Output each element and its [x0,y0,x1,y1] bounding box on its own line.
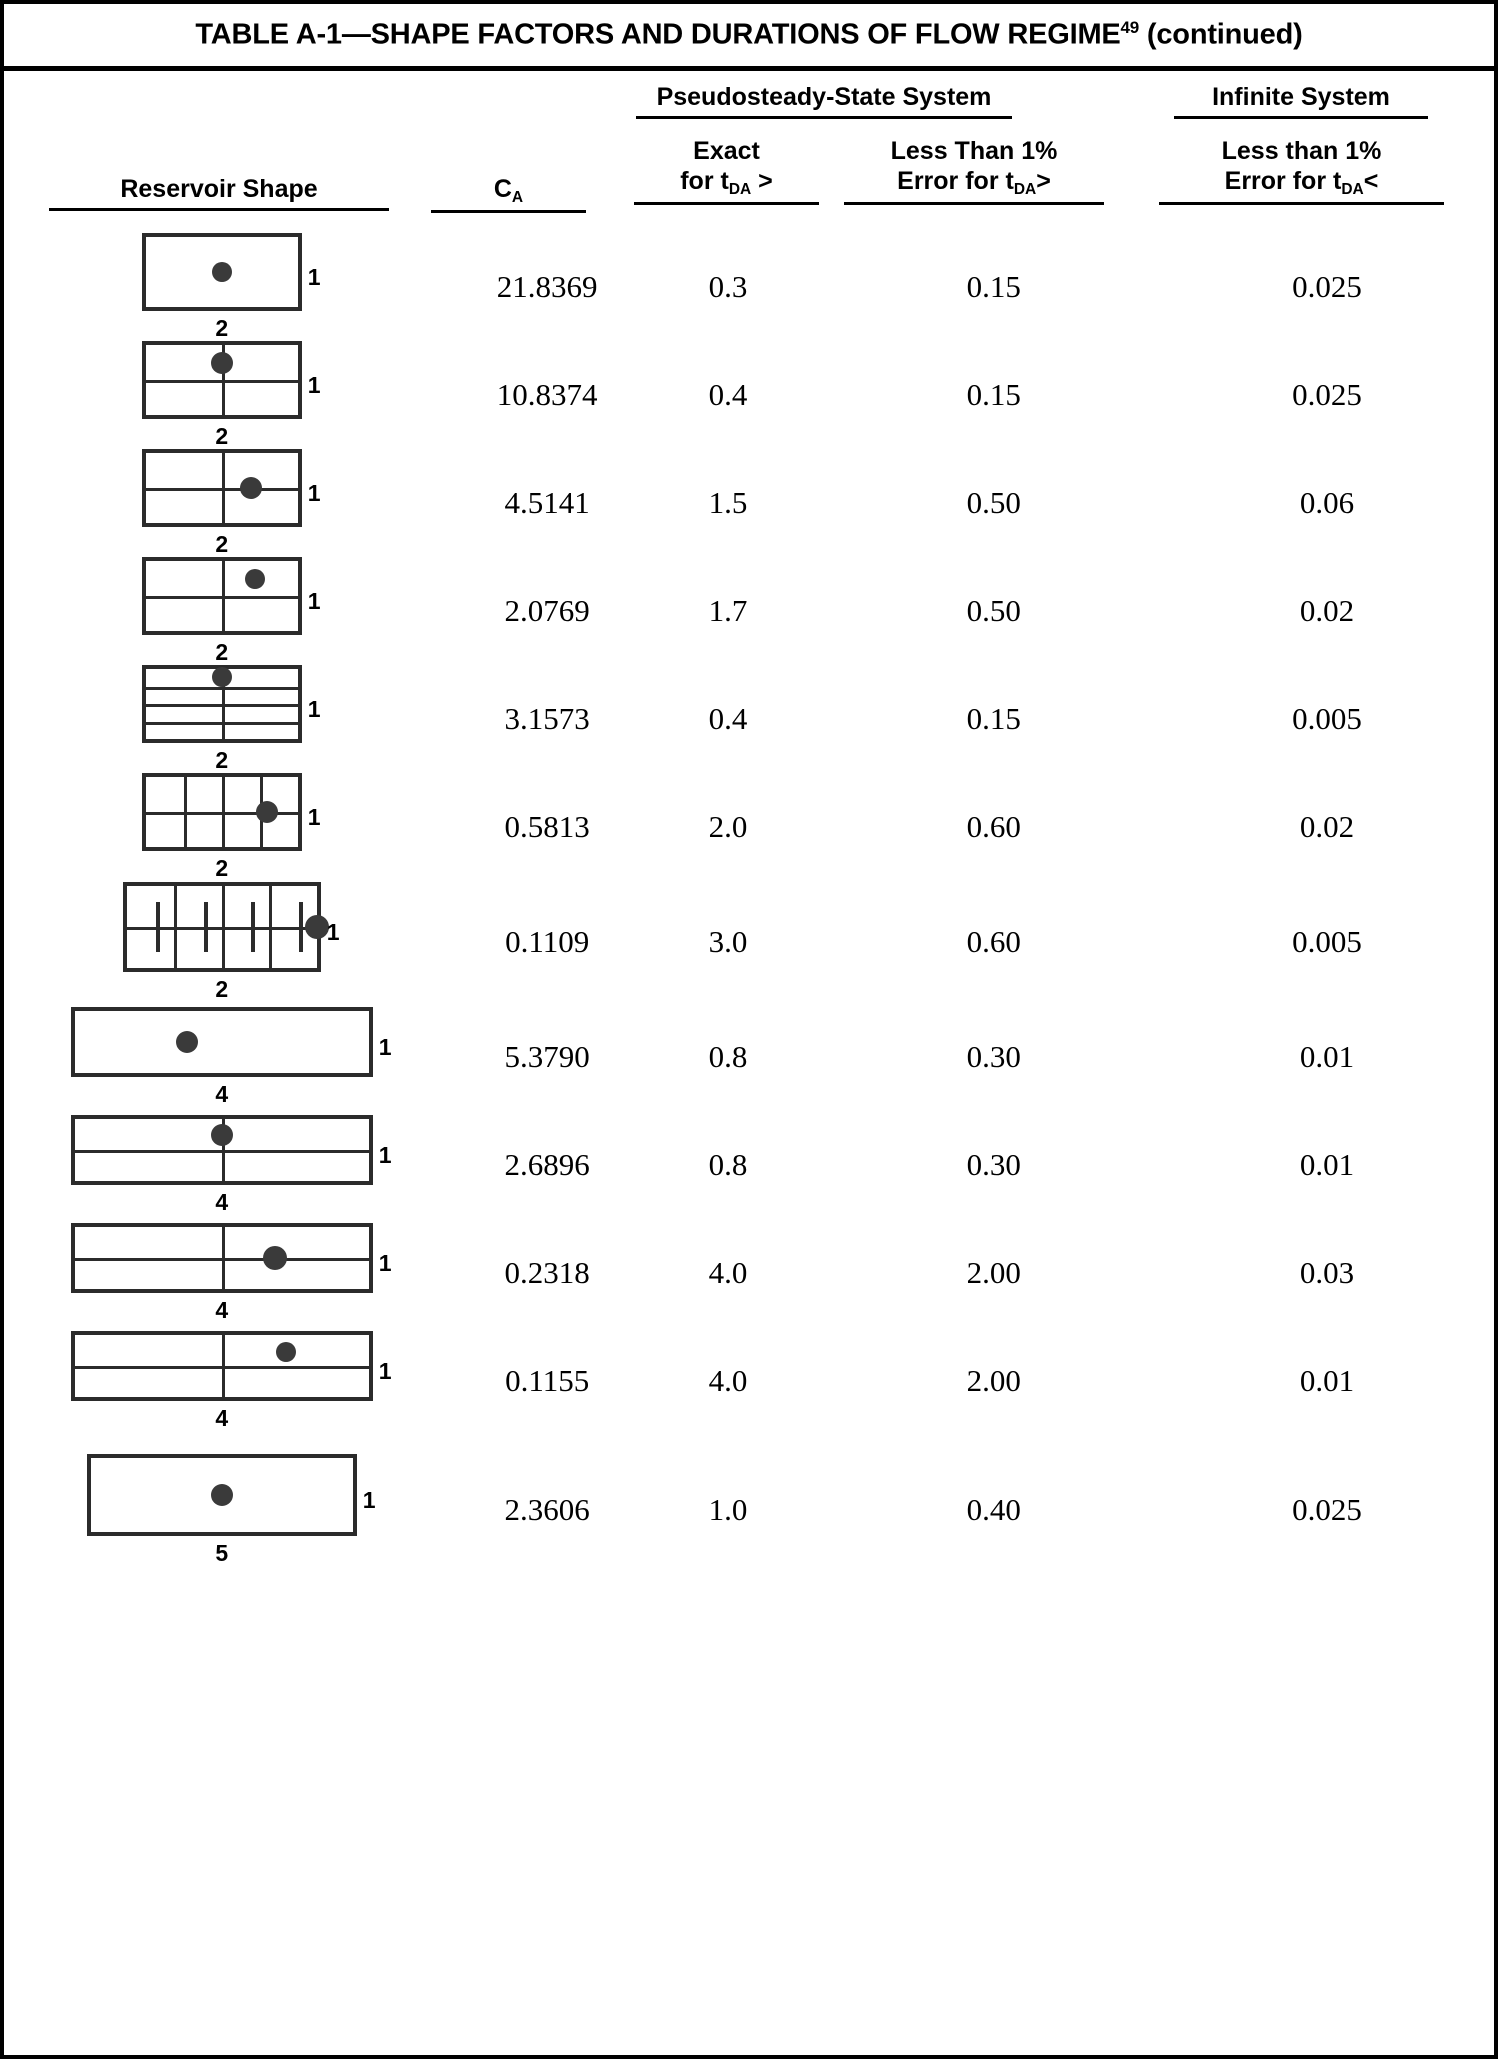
cell-reservoir-shape [4,449,466,557]
cell-reservoir-shape [4,665,466,773]
well-tick-mark [204,902,208,953]
reservoir-shape-diagram [87,1454,383,1566]
reservoir-shape-diagram [142,341,328,449]
cell-infinite: 0.005 [1292,701,1362,736]
cell-infinite: 0.025 [1292,377,1362,412]
column-header-ca-rule [431,210,586,213]
shape-cell-inner [4,341,466,449]
well-marker [211,1124,233,1146]
well-marker [212,667,232,687]
cell-exact: 3.0 [708,924,748,959]
cell-reservoir-shape [4,1327,466,1435]
reservoir-rectangle [71,1115,373,1185]
cell-ca: 5.3790 [504,1039,590,1074]
shape-height-label: 1 [362,1487,376,1513]
cell-exact: 1.0 [708,1492,748,1527]
cell-infinite: 0.005 [1292,924,1362,959]
table-row [4,881,1494,1003]
cell-infinite: 0.06 [1299,485,1355,520]
reservoir-rectangle [142,557,302,635]
cell-less-than-1pct: 0.15 [966,377,1021,412]
cell-infinite: 0.025 [1292,1492,1362,1527]
column-header-exact-line2 [634,167,819,199]
column-header-exact-line1: Exact [693,137,760,165]
group-header-pseudosteady-label: Pseudosteady-State System [656,83,992,111]
column-header-less1-rule [844,202,1104,205]
table-row [4,1219,1494,1327]
group-header-infinite-rule [1174,116,1428,119]
cell-exact: 0.4 [708,377,748,412]
shape-cell-inner [4,882,466,1002]
grid-horizontal-line [75,1150,369,1153]
cell-reservoir-shape [4,233,466,341]
column-header-ca-label [431,175,586,207]
reservoir-rectangle [71,1331,373,1401]
cell-reservoir-shape [4,1003,466,1111]
shape-cell-inner [4,1115,466,1215]
table-row [4,557,1494,665]
cell-less-than-1pct: 0.60 [966,809,1021,844]
cell-reservoir-shape [4,881,466,1003]
cell-exact: 0.8 [708,1039,748,1074]
less1-prefix: Error for t [897,166,1014,195]
shape-cell-inner [4,1007,466,1107]
ca-subscript: A [511,188,524,206]
cell-exact: 4.0 [708,1363,748,1398]
well-marker [245,569,265,589]
shape-width-label: 5 [215,1540,229,1566]
reservoir-shape-diagram [142,557,328,665]
well-tick-mark [299,902,303,953]
cell-less-than-1pct: 0.15 [966,701,1021,736]
cell-less-than-1pct: 2.00 [966,1363,1021,1398]
cell-ca: 2.6896 [504,1147,590,1182]
well-marker [176,1031,198,1053]
cell-ca: 0.5813 [504,809,590,844]
grid-horizontal-line [146,704,298,707]
grid-horizontal-line [146,596,298,599]
cell-ca: 4.5141 [504,485,590,520]
table-row [4,341,1494,449]
cell-less-than-1pct: 0.50 [966,593,1021,628]
cell-ca: 3.1573 [504,701,590,736]
cell-infinite: 0.03 [1299,1255,1355,1290]
well-marker [211,352,233,374]
cell-ca: 2.0769 [504,593,590,628]
shape-cell-inner [4,449,466,557]
grid-horizontal-line [75,1258,369,1261]
shape-height-label: 1 [307,588,321,614]
group-header-infinite [1174,83,1428,119]
cell-exact: 4.0 [708,1255,748,1290]
cell-infinite: 0.01 [1299,1147,1355,1182]
shape-cell-inner [4,665,466,773]
cell-reservoir-shape [4,557,466,665]
cell-less-than-1pct: 0.40 [966,1492,1021,1527]
cell-less-than-1pct: 2.00 [966,1255,1021,1290]
column-header-exact [634,137,819,205]
shape-height-label: 1 [326,919,340,945]
cell-infinite: 0.02 [1299,809,1355,844]
shape-width-label: 2 [215,315,229,341]
shape-height-label: 1 [307,804,321,830]
reservoir-shape-diagram [142,665,328,773]
reservoir-rectangle [71,1223,373,1293]
cell-reservoir-shape [4,341,466,449]
shape-width-label: 4 [215,1297,229,1323]
cell-exact: 0.4 [708,701,748,736]
column-header-inf-line2 [1159,167,1444,199]
shape-width-label: 2 [215,531,229,557]
cell-ca: 21.8369 [496,269,598,304]
title-superscript: 49 [1120,18,1140,38]
reservoir-rectangle [142,773,302,851]
reservoir-rectangle [71,1007,373,1077]
column-header-ca [431,175,586,213]
column-header-reservoir-shape-label: Reservoir Shape [120,175,318,203]
reservoir-shape-diagram [142,449,328,557]
table-row [4,233,1494,341]
title-main: TABLE A-1—SHAPE FACTORS AND DURATIONS OF FLOW REGIME [195,18,1121,51]
cell-reservoir-shape [4,1435,466,1585]
table-row [4,1435,1494,1585]
shape-cell-inner [4,557,466,665]
cell-ca: 0.1155 [505,1363,590,1398]
table-row [4,665,1494,773]
exact-subscript: DA [728,180,752,198]
shape-height-label: 1 [378,1358,392,1384]
shape-width-label: 2 [215,855,229,881]
cell-reservoir-shape [4,1111,466,1219]
table-row [4,773,1494,881]
well-marker [263,1246,287,1270]
inf-subscript: DA [1341,180,1364,198]
cell-ca: 0.1109 [505,924,590,959]
reservoir-rectangle [87,1454,357,1536]
reservoir-rectangle [142,449,302,527]
shape-height-label: 1 [378,1034,392,1060]
shape-width-label: 2 [215,976,229,1002]
column-header-reservoir-shape-rule [49,208,389,211]
shape-width-label: 4 [215,1405,229,1431]
cell-less-than-1pct: 0.50 [966,485,1021,520]
column-header-less1-line2 [844,167,1104,199]
cell-less-than-1pct: 0.30 [966,1039,1021,1074]
cell-infinite: 0.02 [1299,593,1355,628]
shape-width-label: 2 [215,639,229,665]
reservoir-shape-diagram [71,1223,399,1323]
cell-exact: 1.5 [708,485,748,520]
well-marker [276,1342,296,1362]
inf-suffix: < [1363,166,1379,195]
table-row [4,1003,1494,1111]
shape-factor-table [4,233,1494,1585]
column-header-exact-rule [634,202,819,205]
shape-height-label: 1 [307,372,321,398]
column-header-inf-rule [1159,202,1444,205]
reservoir-rectangle [123,882,321,972]
shape-cell-inner [4,1331,466,1431]
column-header-infinite-less-than-1pct [1159,137,1444,205]
well-marker [240,477,262,499]
reservoir-rectangle [142,665,302,743]
page-title [195,18,1302,52]
well-tick-mark [156,902,160,953]
table-title-band [4,4,1494,71]
group-header-pseudosteady [636,83,1012,119]
shape-cell-inner [4,773,466,881]
reservoir-rectangle [142,233,302,311]
well-marker [256,801,278,823]
table-row [4,1327,1494,1435]
table-row [4,449,1494,557]
reservoir-shape-diagram [71,1115,399,1215]
grid-horizontal-line [146,722,298,725]
column-header-less1-line1: Less Than 1% [890,137,1058,165]
cell-reservoir-shape [4,773,466,881]
shape-cell-inner [4,1454,466,1566]
cell-reservoir-shape [4,1219,466,1327]
cell-infinite: 0.01 [1299,1039,1355,1074]
shape-height-label: 1 [307,264,321,290]
group-header-infinite-label: Infinite System [1212,83,1390,111]
shape-cell-inner [4,1223,466,1323]
shape-width-label: 2 [215,423,229,449]
cell-less-than-1pct: 0.30 [966,1147,1021,1182]
exact-suffix: > [751,166,773,195]
well-marker [212,262,232,282]
grid-horizontal-line [146,488,298,491]
shape-width-label: 2 [215,747,229,773]
well-tick-mark [251,902,255,953]
shape-height-label: 1 [378,1250,392,1276]
cell-less-than-1pct: 0.60 [966,924,1021,959]
reservoir-rectangle [142,341,302,419]
table-row [4,1111,1494,1219]
cell-exact: 2.0 [708,809,748,844]
cell-ca: 2.3606 [504,1492,590,1527]
reservoir-shape-diagram [142,233,328,341]
grid-horizontal-line [75,1366,369,1369]
cell-infinite: 0.025 [1292,269,1362,304]
less1-subscript: DA [1013,180,1037,198]
shape-width-label: 4 [215,1081,229,1107]
reservoir-shape-diagram [71,1331,399,1431]
ca-symbol: C [493,175,512,203]
cell-ca: 0.2318 [504,1255,590,1290]
reservoir-shape-diagram [123,882,347,1002]
table-body [4,233,1494,1585]
cell-exact: 0.8 [708,1147,748,1182]
reservoir-shape-diagram [142,773,328,881]
column-header-inf-line1: Less than 1% [1221,137,1382,165]
title-suffix: (continued) [1139,18,1303,51]
cell-exact: 1.7 [708,593,748,628]
well-marker [211,1484,233,1506]
shape-height-label: 1 [378,1142,392,1168]
column-header-less-than-1pct [844,137,1104,205]
column-header-reservoir-shape [49,175,389,211]
cell-exact: 0.3 [708,269,748,304]
group-header-pseudosteady-rule [636,116,1012,119]
inf-prefix: Error for t [1224,166,1342,195]
cell-less-than-1pct: 0.15 [966,269,1021,304]
shape-height-label: 1 [307,480,321,506]
table-header [4,71,1494,233]
exact-prefix: for t [680,166,729,195]
well-marker [305,915,329,939]
grid-horizontal-line [146,380,298,383]
shape-cell-inner [4,233,466,341]
less1-suffix: > [1036,166,1051,195]
shape-height-label: 1 [307,696,321,722]
cell-infinite: 0.01 [1299,1363,1355,1398]
cell-ca: 10.8374 [496,377,598,412]
shape-width-label: 4 [215,1189,229,1215]
reservoir-shape-diagram [71,1007,399,1107]
